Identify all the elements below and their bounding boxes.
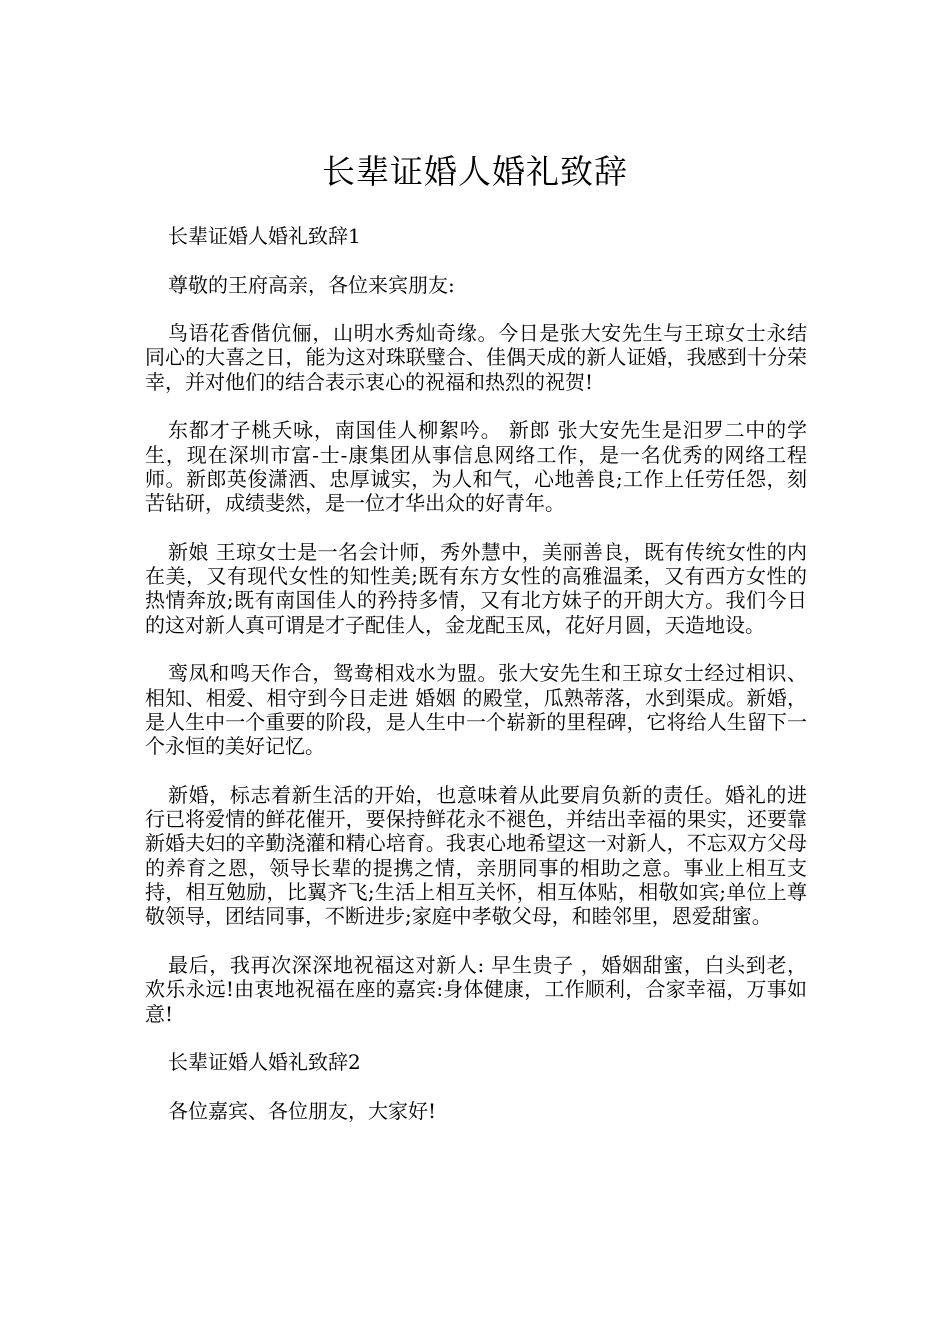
body-paragraph: 东都才子桃夭咏，南国佳人柳絮吟。 新郎 张大安先生是汨罗二中的学生，现在深圳市富-士-康集团从事信息网络工作，是一名优秀的网络工程师。新郎英俊潇洒、忠厚诚实，为人和气，心地善良;工作上任劳任怨，刻苦钻研，成绩斐然，是一位才华出众的好青年。: [145, 418, 807, 516]
body-paragraph: 新娘 王琼女士是一名会计师，秀外慧中，美丽善良，既有传统女性的内在美，又有现代女性的知性美;既有东方女性的高雅温柔，又有西方女性的热情奔放;既有南国佳人的矜持多情，又有北方妹子的开朗大方。我们今日的这对新人真可谓是才子配佳人，金龙配玉凤，花好月圆，天造地设。: [145, 539, 807, 637]
section-heading-2: 长辈证婚人婚礼致辞2: [168, 1050, 361, 1075]
body-paragraph: 新婚，标志着新生活的开始，也意味着从此要肩负新的责任。婚礼的进行已将爱情的鲜花催开，要保持鲜花永不褪色，并结出幸福的果实，还要靠新婚夫妇的辛勤浇灌和精心培育。我衷心地希望这一对新人，不忘双方父母的养育之恩，领导长辈的提携之情，亲朋同事的相助之意。事业上相互支持，相互勉励，比翼齐飞;生活上相互关怀，相互体贴，相敬如宾;单位上尊敬领导，团结同事，不断进步;家庭中孝敬父母，和睦邻里，恩爱甜蜜。: [145, 782, 807, 929]
salutation-paragraph: 尊敬的王府高亲，各位来宾朋友:: [168, 272, 455, 297]
section-heading-1: 长辈证婚人婚礼致辞1: [168, 224, 361, 248]
body-paragraph: 鸾凤和鸣天作合，鸳鸯相戏水为盟。张大安先生和王琼女士经过相识、相知、相爱、相守到今日走进 婚姻 的殿堂，瓜熟蒂落，水到渠成。新婚，是人生中一个重要的阶段，是人生中一个崭新的里程碑，它将给人生留下一个永恒的美好记忆。: [145, 661, 807, 759]
salutation-paragraph-2: 各位嘉宾、各位朋友，大家好!: [168, 1098, 437, 1123]
document-title: 长辈证婚人婚礼致辞: [322, 152, 628, 192]
closing-paragraph: 最后，我再次深深地祝福这对新人: 早生贵子 ，婚姻甜蜜，白头到老，欢乐永远!由衷地祝福在座的嘉宾:身体健康，工作顺利，合家幸福，万事如意!: [145, 952, 807, 1026]
document-body: [145, 224, 807, 1147]
body-paragraph: 鸟语花香偕伉俪，山明水秀灿奇缘。今日是张大安先生与王琼女士永结同心的大喜之日，能为这对珠联璧合、佳偶天成的新人证婚，我感到十分荣幸，并对他们的结合表示衷心的祝福和热烈的祝贺!: [145, 321, 807, 394]
